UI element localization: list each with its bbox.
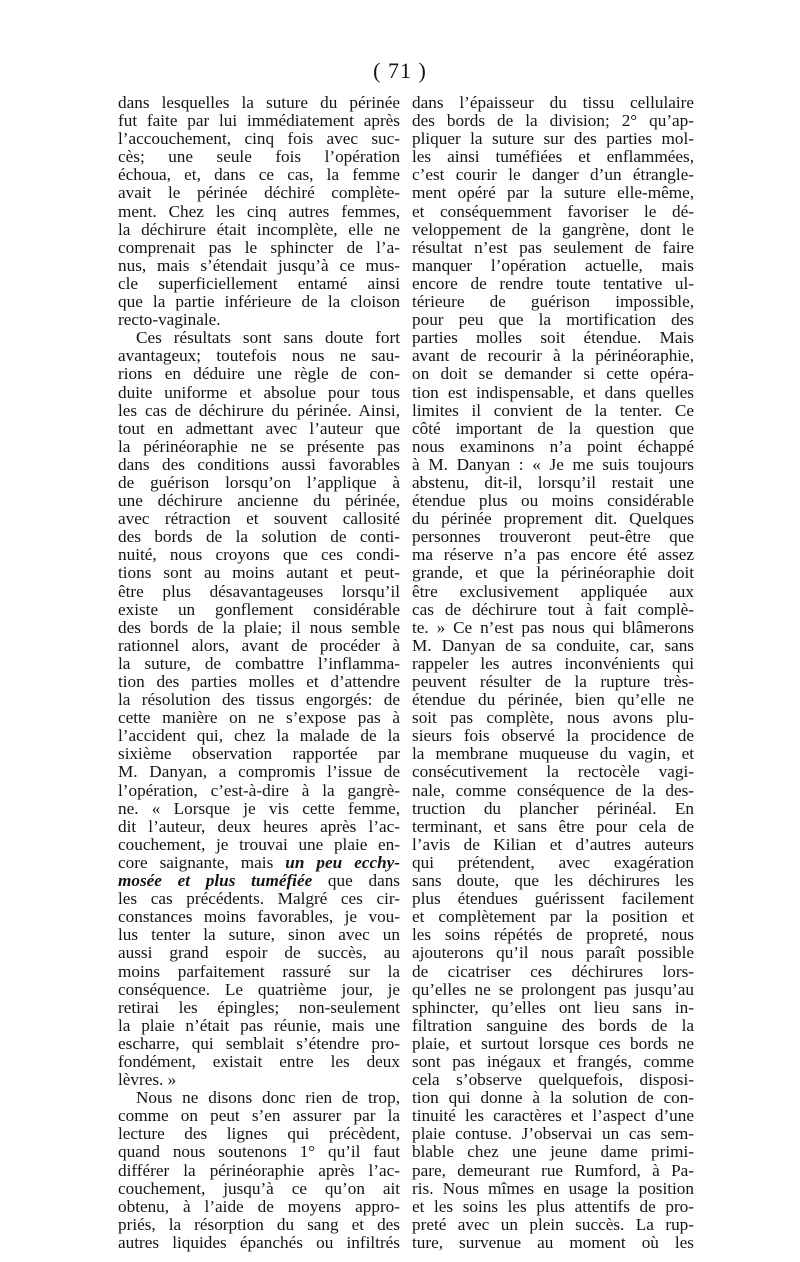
text-line-content: Nous ne disons donc rien de trop, <box>136 1089 400 1108</box>
text-line <box>118 944 400 962</box>
text-line <box>118 1143 400 1161</box>
text-line-content: et conséquemment favoriser le dé- <box>412 202 694 221</box>
text-line <box>412 1107 694 1125</box>
text-line-content: dans des conditions aussi favorables <box>118 455 400 474</box>
text-line-content: pare, demeurant rue Rumford, à Pa- <box>412 1161 694 1180</box>
text-line-content: aussi grand espoir de succès, au <box>118 944 400 963</box>
text-line-content: que dans <box>312 872 400 891</box>
text-line <box>412 402 694 420</box>
text-line <box>412 637 694 655</box>
text-line <box>412 1216 694 1234</box>
text-line <box>412 1143 694 1161</box>
text-line <box>412 239 694 257</box>
text-line-content: ture, survenue au moment où les <box>412 1233 694 1252</box>
text-line-content: de cicatriser ces déchirures lors- <box>412 962 694 981</box>
text-line <box>118 727 400 745</box>
text-line <box>118 166 400 184</box>
text-line-content: résultat n’est pas seulement de faire <box>412 238 694 257</box>
text-line-content: soit pas complète, nous avons plu- <box>412 709 694 728</box>
text-line-content: tion est indispensable, et dans quelles <box>412 383 694 402</box>
text-line <box>412 257 694 275</box>
text-line-content: fondément, existait entre les deux <box>118 1052 400 1071</box>
text-line <box>118 438 400 456</box>
text-line <box>412 329 694 347</box>
text-line <box>118 347 400 365</box>
text-line-content: lèvres. » <box>118 1071 177 1090</box>
text-line-content: des bords de la plaie; il nous semble <box>118 618 400 637</box>
text-line <box>118 257 400 275</box>
text-line-content: tions sont au moins autant et peut- <box>118 564 400 583</box>
text-line <box>118 1107 400 1125</box>
text-line <box>412 112 694 130</box>
text-line <box>118 782 400 800</box>
text-line-content: plaie contuse. J’observai un cas sem- <box>412 1125 694 1144</box>
text-line <box>412 944 694 962</box>
right-text-column <box>412 94 694 1252</box>
text-line-content: te. » Ce n’est pas nous qui blâmerons <box>412 618 694 637</box>
text-line <box>118 1035 400 1053</box>
text-line-content: qui prétendent, avec exagération <box>412 853 694 872</box>
text-line-content: l’accident qui, chez la malade de la <box>118 727 400 746</box>
text-line-content: la déchirure était incomplète, elle ne <box>118 220 400 239</box>
text-line <box>118 510 400 528</box>
text-line <box>118 619 400 637</box>
text-line-content: du périnée proprement dit. Quelques <box>412 510 694 529</box>
text-line <box>412 709 694 727</box>
text-line <box>412 1234 694 1252</box>
text-line <box>118 474 400 492</box>
text-line <box>412 148 694 166</box>
text-line-content: étendue plus ou moins considérable <box>412 492 694 511</box>
text-line-content: retirai les épingles; non-seulement <box>118 998 400 1017</box>
text-line <box>412 818 694 836</box>
text-line-content: ment. Chez les cinq autres femmes, <box>118 202 400 221</box>
text-line <box>412 438 694 456</box>
text-line-content: blable chez une jeune dame primi- <box>412 1143 694 1162</box>
text-line-content: escharre, qui semblait s’étendre pro- <box>118 1034 400 1053</box>
text-line <box>412 456 694 474</box>
text-line-content: avantageux; toutefois nous ne sau- <box>118 347 400 366</box>
text-line-content: les cas précédents. Malgré ces cir- <box>118 890 400 909</box>
text-line-content: couchement, je trouvai une plaie en- <box>118 835 400 854</box>
text-line-content: cette manière on ne s’expose pas à <box>118 709 400 728</box>
text-line <box>118 94 400 112</box>
text-line-content: échoua, et, dans ce cas, la femme <box>118 166 400 185</box>
text-line-content: et les soins les plus attentifs de pro- <box>412 1197 694 1216</box>
text-line <box>412 130 694 148</box>
text-line-content: cle superficiellement entamé ainsi <box>118 274 400 293</box>
text-line <box>412 1198 694 1216</box>
text-line-content: abstenu, dit-il, lorsqu’il restait une <box>412 473 694 492</box>
text-line-content: tion qui donne à la solution de con- <box>412 1089 694 1108</box>
text-line-content: sixième observation rapportée par <box>118 745 400 764</box>
text-line-content: de guérison lorsqu’on l’applique à <box>118 473 400 492</box>
text-line <box>118 203 400 221</box>
text-line-content: quand nous soutenons 1° qu’il faut <box>118 1143 400 1162</box>
text-line <box>412 1125 694 1143</box>
text-line <box>118 981 400 999</box>
text-line-content: l’accouchement, cinq fois avec suc- <box>118 130 400 149</box>
text-line <box>118 148 400 166</box>
text-line <box>118 564 400 582</box>
text-line-content: à M. Danyan : « Je me suis toujours <box>412 455 694 474</box>
text-line-content: existe un gonflement considérable <box>118 600 400 619</box>
text-line <box>412 999 694 1017</box>
text-line <box>412 564 694 582</box>
text-line-content: la plaie n’était pas réunie, mais une <box>118 1016 400 1035</box>
text-line <box>412 347 694 365</box>
text-line-content: consécutivement la rectocèle vagi- <box>412 763 694 782</box>
text-line-content: la membrane muqueuse du vagin, et <box>412 745 694 764</box>
text-line <box>118 836 400 854</box>
text-line <box>118 329 400 347</box>
text-line <box>412 908 694 926</box>
text-line <box>412 745 694 763</box>
text-line-content: cela s’observe quelquefois, disposi- <box>412 1071 694 1090</box>
text-line-content: que la partie inférieure de la cloison <box>118 293 400 312</box>
text-line <box>118 275 400 293</box>
text-line <box>118 691 400 709</box>
text-line <box>412 492 694 510</box>
text-line-content: sphincter, qu’elles ont lieu sans in- <box>412 998 694 1017</box>
text-line-content: manquer l’opération actuelle, mais <box>412 256 694 275</box>
text-line-content: des bords de la solution de conti- <box>118 528 400 547</box>
text-line-content: couchement, jusqu’à ce qu’on ait <box>118 1179 400 1198</box>
text-line-content: l’avis de Kilian et d’autres auteurs <box>412 835 694 854</box>
text-line <box>412 546 694 564</box>
text-line-content: ma réserve n’a pas encore été assez <box>412 546 694 565</box>
text-line-content: avec rétraction et souvent callosité <box>118 510 400 529</box>
text-line-content: sont pas inégaux et frangés, comme <box>412 1052 694 1071</box>
text-line <box>118 709 400 727</box>
text-line-content: rions en déduire une règle de con- <box>118 365 400 384</box>
text-line-content: dit l’auteur, deux heures après l’ac- <box>118 817 400 836</box>
text-line <box>412 1162 694 1180</box>
text-line-content: ment opéré par la suture elle-même, <box>412 184 694 203</box>
text-line <box>118 528 400 546</box>
text-line-content: pliquer la suture sur des parties mol- <box>412 130 694 149</box>
text-line <box>118 1216 400 1234</box>
text-line-content: ajouterons qu’il nous paraît possible <box>412 944 694 963</box>
text-line <box>118 221 400 239</box>
text-line <box>412 1089 694 1107</box>
text-line <box>412 510 694 528</box>
text-line-content: priés, la résorption du sang et des <box>118 1215 400 1234</box>
text-line-content: nus, mais s’étendait jusqu’à ce mus- <box>118 256 400 275</box>
text-line-content: on doit se demander si cette opéra- <box>412 365 694 384</box>
text-line-content: duite uniforme et absolue pour tous <box>118 383 400 402</box>
text-line <box>118 112 400 130</box>
text-line <box>412 963 694 981</box>
text-line <box>118 926 400 944</box>
text-line-content: être plus désavantageuses lorsqu’il <box>118 582 400 601</box>
text-line-content: avant de recourir à la périnéoraphie, <box>412 347 694 366</box>
text-line-content: ris. Nous mîmes en usage la position <box>412 1179 694 1198</box>
text-line <box>118 456 400 474</box>
text-line-content: tout en admettant avec l’auteur que <box>118 419 400 438</box>
text-line <box>118 908 400 926</box>
text-line <box>118 1089 400 1107</box>
text-line <box>412 203 694 221</box>
text-line <box>118 1125 400 1143</box>
text-line-content: conséquence. Le quatrième jour, je <box>118 980 400 999</box>
text-line-content: plaie, et surtout lorsque ces bords ne <box>412 1034 694 1053</box>
text-line-content: dans lesquelles la suture du périnée <box>118 94 400 112</box>
text-line-content: et complètement par la position et <box>412 908 694 927</box>
text-line <box>118 745 400 763</box>
text-line-content: côté important de la question que <box>412 419 694 438</box>
text-line <box>118 1053 400 1071</box>
text-line-content: l’opération, c’est-à-dire à la gangrè- <box>118 781 400 800</box>
text-line <box>118 384 400 402</box>
text-line-content: encore de rendre toute tentative ul- <box>412 274 694 293</box>
text-line-content: parties molles soit étendue. Mais <box>412 329 694 348</box>
text-line-content: fut faite par lui immédiatement après <box>118 112 400 131</box>
text-line-content: recto-vaginale. <box>118 311 221 330</box>
text-line-content: tion des parties molles et d’attendre <box>118 673 400 691</box>
text-line <box>412 1180 694 1198</box>
text-line-content: preté avec un plein succès. La rup- <box>412 1215 694 1234</box>
text-line <box>412 800 694 818</box>
page-number: ( 71 ) <box>373 58 427 83</box>
text-line <box>412 384 694 402</box>
text-line <box>118 1234 400 1252</box>
text-line-content: M. Danyan, a compromis l’issue de <box>118 763 400 782</box>
text-line <box>412 474 694 492</box>
text-line <box>118 637 400 655</box>
text-line <box>412 275 694 293</box>
text-line-content: cès; une seule fois l’opération <box>118 148 400 167</box>
text-line-content: plus étendues guérissent facilement <box>412 890 694 909</box>
text-line <box>412 854 694 872</box>
text-line <box>412 583 694 601</box>
text-line <box>118 1162 400 1180</box>
text-line-content: peuvent résulter de la rupture très- <box>412 673 694 691</box>
text-line <box>412 890 694 908</box>
text-line <box>118 763 400 781</box>
text-line-content: c’est courir le danger d’un étrangle- <box>412 166 694 185</box>
text-line <box>412 293 694 311</box>
text-line <box>412 981 694 999</box>
text-line <box>412 763 694 781</box>
text-line-content: core saignante, mais <box>118 853 286 872</box>
text-line <box>118 293 400 311</box>
text-line <box>118 999 400 1017</box>
text-line-content: la suture, de combattre l’inflamma- <box>118 654 400 673</box>
text-line-content: ne. « Lorsque je vis cette femme, <box>118 799 400 818</box>
text-line <box>118 673 400 691</box>
text-line-content: la périnéoraphie ne se présente pas <box>118 437 400 456</box>
text-line <box>412 528 694 546</box>
text-line-content: grande, et que la périnéoraphie doit <box>412 564 694 583</box>
text-line <box>412 727 694 745</box>
text-line-content: lecture des lignes qui précèdent, <box>118 1125 400 1144</box>
text-line <box>118 365 400 383</box>
text-line-content: lus tenter la suture, sinon avec un <box>118 926 400 945</box>
text-line <box>412 166 694 184</box>
text-line-content: nous examinons n’a point échappé <box>412 437 694 456</box>
emphasis-text: un peu ecchy- <box>285 853 400 872</box>
text-line <box>412 311 694 329</box>
text-line <box>118 492 400 510</box>
text-line <box>412 836 694 854</box>
text-line <box>118 963 400 981</box>
text-line <box>412 1071 694 1089</box>
text-line-content: tinuité les caractères et l’aspect d’une <box>412 1107 694 1126</box>
text-line <box>118 239 400 257</box>
text-line-content: les ainsi tuméfiées et enflammées, <box>412 148 694 167</box>
text-line-content: dans l’épaisseur du tissu cellulaire <box>412 94 694 112</box>
text-line-content: pour peu que la mortification des <box>412 311 694 330</box>
text-line-content: moins parfaitement rassuré sur la <box>118 962 400 981</box>
text-line-content: limites il convient de la tenter. Ce <box>412 401 694 420</box>
text-line <box>118 546 400 564</box>
text-line-content: sieurs fois observé la procidence de <box>412 727 694 746</box>
text-line <box>118 1180 400 1198</box>
text-line <box>118 402 400 420</box>
text-line-content: avait le périnée déchiré complète- <box>118 184 400 203</box>
text-line <box>118 818 400 836</box>
text-line <box>118 420 400 438</box>
text-line <box>118 854 400 872</box>
text-line-content: truction du plancher périnéal. En <box>412 799 694 818</box>
text-line-content: comprenait pas le sphincter de l’a- <box>118 238 400 257</box>
left-text-column <box>118 94 400 1252</box>
text-line-content: les cas de déchirure du périnée. Ainsi, <box>118 401 400 420</box>
text-line-content: filtration sanguine des bords de la <box>412 1016 694 1035</box>
text-line <box>412 1017 694 1035</box>
text-line <box>118 184 400 202</box>
text-line-content: une déchirure ancienne du périnée, <box>118 492 400 511</box>
text-line <box>118 130 400 148</box>
emphasis-text: mosée et plus tuméfiée <box>118 872 313 891</box>
text-line-content: être exclusivement appliquée aux <box>412 582 694 601</box>
text-line-content: sans doute, que les déchirures les <box>412 872 694 891</box>
text-line <box>118 890 400 908</box>
text-line <box>412 601 694 619</box>
text-line <box>412 673 694 691</box>
text-line-content: veloppement de la gangrène, dont le <box>412 220 694 239</box>
text-line <box>412 365 694 383</box>
text-line <box>412 926 694 944</box>
text-line <box>412 655 694 673</box>
text-line-content: personnes trouveront peut-être que <box>412 528 694 547</box>
text-line <box>412 872 694 890</box>
text-line <box>118 800 400 818</box>
text-line <box>118 601 400 619</box>
text-line <box>118 872 400 890</box>
text-line-content: rationnel alors, avant de procéder à <box>118 636 400 655</box>
text-line-content: les soins répétés de propreté, nous <box>412 926 694 945</box>
text-line <box>412 94 694 112</box>
text-line-content: Ces résultats sont sans doute fort <box>136 329 400 348</box>
text-line <box>118 1071 400 1089</box>
text-line <box>412 619 694 637</box>
text-line <box>412 420 694 438</box>
text-line-content: M. Danyan de sa conduite, car, sans <box>412 636 694 655</box>
text-line <box>412 782 694 800</box>
text-line <box>412 221 694 239</box>
text-line-content: nale, comme conséquence de la des- <box>412 781 694 800</box>
text-line <box>118 583 400 601</box>
text-line <box>412 691 694 709</box>
text-line-content: des bords de la division; 2° qu’ap- <box>412 112 694 131</box>
text-line-content: autres liquides épanchés ou infiltrés <box>118 1233 400 1252</box>
text-line <box>412 184 694 202</box>
text-line <box>118 1017 400 1035</box>
text-line <box>118 1198 400 1216</box>
text-line-content: terminant, et sans être pour cela de <box>412 817 694 836</box>
text-line-content: comme on peut s’en assurer par la <box>118 1107 400 1126</box>
text-line-content: étendue du périnée, bien qu’elle ne <box>412 691 694 710</box>
text-line <box>118 311 400 329</box>
text-line-content: qu’elles ne se prolongent pas jusqu’au <box>412 980 694 999</box>
text-line <box>412 1035 694 1053</box>
text-line-content: nuité, nous croyons que ces condi- <box>118 546 400 565</box>
text-line-content: térieure de guérison impossible, <box>412 293 694 312</box>
text-line-content: constances moins favorables, je vou- <box>118 908 400 927</box>
text-line-content: différer la périnéoraphie après l’ac- <box>118 1161 400 1180</box>
text-line-content: obtenu, à l’aide de moyens appro- <box>118 1197 400 1216</box>
text-line-content: la résolution des tissus engorgés: de <box>118 691 400 710</box>
text-line-content: cas de déchirure tout à fait complè- <box>412 600 694 619</box>
text-line <box>118 655 400 673</box>
text-line <box>412 1053 694 1071</box>
text-line-content: rappeler les autres inconvénients qui <box>412 654 694 673</box>
